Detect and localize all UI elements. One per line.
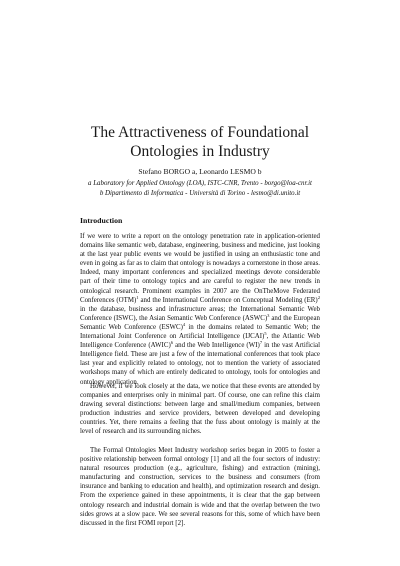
paper-title-line-1: The Attractiveness of Foundational — [90, 124, 310, 141]
affiliations — [0, 179, 400, 198]
paper-title — [0, 123, 400, 161]
paper-title-line-2: Ontologies in Industry — [130, 143, 270, 160]
body-paragraph-1 — [80, 232, 320, 387]
footnote-marker: 6 — [170, 340, 174, 346]
paragraph-text: and the International Conference on Conceptual Modeling (ER) — [138, 296, 318, 304]
affiliation-a: a Laboratory for Applied Ontology (LOA), ISTC-CNR, Trento - borgo@loa-cnr.it — [88, 180, 312, 187]
paragraph-text: in the domains related to Semantic Web; the International Joint Conference on Artificial Intelligence (IJCAI) — [80, 323, 320, 341]
paragraph-text: The Formal Ontologies Meet Industry workshop series began in 2005 to foster a positive relationship between formal ontology [1] and all the four sectors of industry: natural resources production (e.g., agriculture, fishing) and extraction (mining), manufacturing and construction, services to the business and consumers (from insurance and banking to education and health), and optimization research and design. From the experience gained in these appointments, it is clear that the gap between ontology research and industrial domain is wide and that the overlap between the two sides grows at a slow pace. We see several reasons for this, some of which have been discussed in the first FOMI report [2]. — [80, 447, 320, 527]
footnote-marker: 1 — [136, 294, 139, 300]
paragraph-text: , the Atlantic Web Intelligence Conference (AWIC) — [80, 333, 320, 350]
footnote-marker: 3 — [267, 312, 270, 318]
footnote-marker: 5 — [264, 331, 267, 337]
paragraph-text: in the vast Artificial Intelligence field. These are just a few of the international conferences that took place last year and explicitly related to ontology, not to mention the variety of associated workshops many of which are entirely dedicated to ontology, tools for ontologies and ontology application. — [80, 342, 320, 386]
body-paragraph-3 — [80, 446, 320, 528]
section-heading-introduction: Introduction — [80, 216, 123, 225]
footnote-marker: 7 — [259, 340, 263, 346]
affiliation-b: b Dipartimento di Informatica - Università di Torino - lesmo@di.unito.it — [99, 189, 301, 197]
footnote-marker: 2 — [317, 294, 320, 300]
paragraph-text: However, if we look closely at the data, we notice that these events are attended by companies and enterprises only in minimal part. Of course, one can refine this claim drawing several distinctions: between large and small/medium companies, between production industries and service providers, between developed and developing countries. Yet, there remains a feeling that the fuss about ontology is mainly at the level of research and its surrounding niches. — [80, 383, 320, 436]
footnote-marker: 4 — [182, 321, 186, 327]
paragraph-text: and the European Semantic Web Conference (ESWC) — [80, 314, 320, 331]
paragraph-text: in the database, business and infrastructure areas; the International Semantic Web Conference (ISWC), the Asian Semantic Web Conference (ASWC) — [80, 305, 320, 322]
paragraph-text: and the Web Intelligence (WI) — [173, 342, 260, 350]
body-paragraph-2 — [80, 382, 320, 437]
author-line: Stefano BORGO a, Leonardo LESMO b — [138, 167, 262, 176]
paragraph-text: If we were to write a report on the ontology penetration rate in application-oriented domains like semantic web, database, engineering, business and medicine, just looking at the last year public events we would be justified in using an enthusiastic tone and even in going as far as to claim that ontology is nowadays a cornerstone in those areas. Indeed, many important conferences and specialized meetings devote considerable part of their time to ontology topics and are careful to register the new trends in ontological research. Prominent examples in 2007 are the OnTheMove Federated Conferences (OTM) — [80, 233, 320, 304]
